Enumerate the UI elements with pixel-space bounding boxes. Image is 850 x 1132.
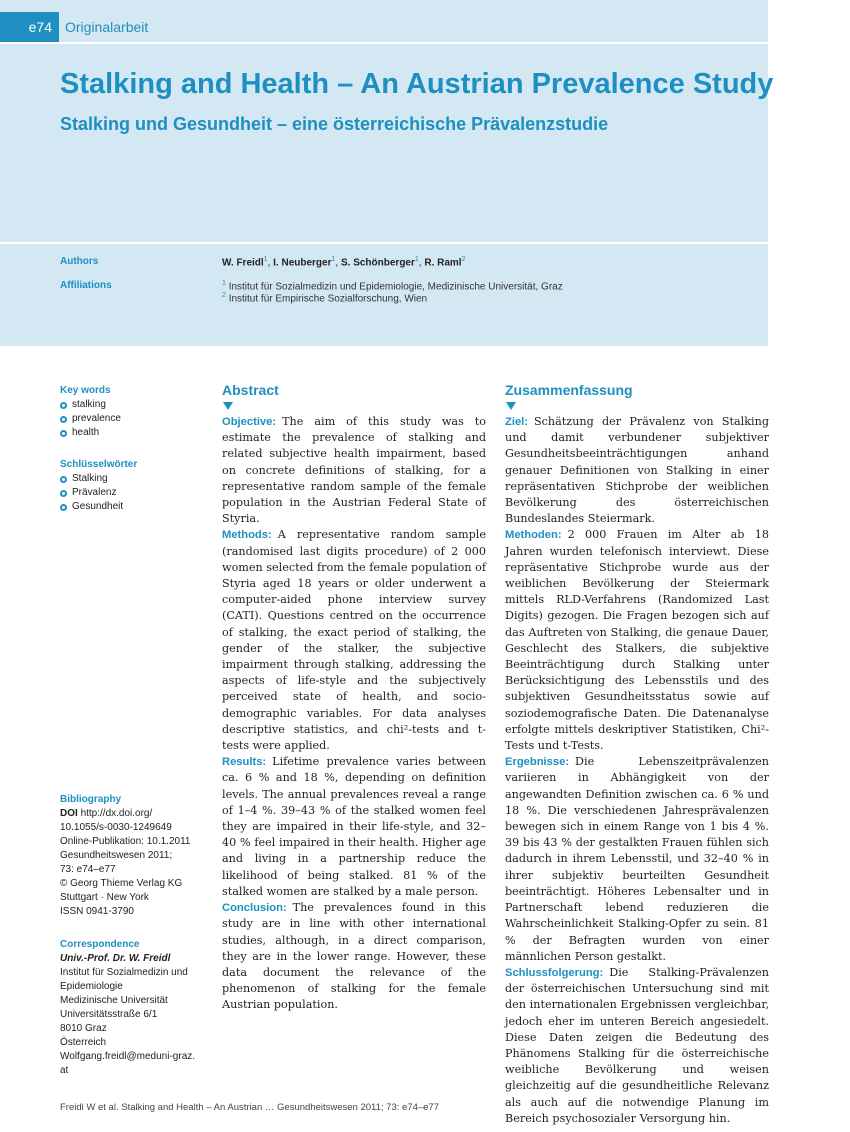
authors-label: Authors <box>60 256 99 267</box>
page-number: e74 <box>0 12 59 42</box>
author-sup: 1 <box>263 256 268 263</box>
section-text: Schätzung der Prävalenz von Stalking und damit verbundener subjektiver Gesundheitsbeeinträchtigungen anhand genauer Definitionen von Stalking in einer repräsentativen Stichprobe der weiblichen Bevölkerung des österreichischen Bundeslandes Steiermark. <box>505 415 769 526</box>
author-sup: 1 <box>331 256 336 263</box>
bibliography-line: Online-Publikation: 10.1.2011 <box>60 836 191 847</box>
email-link-continued[interactable]: at <box>60 1065 69 1076</box>
zusammenfassung-heading: Zusammenfassung <box>505 382 633 398</box>
author-name: R. Raml <box>424 257 462 269</box>
bibliography-line: 73: e74–e77 <box>60 864 116 875</box>
section-text: The prevalences found in this study are in line with other international studies, although, in a direct comparison, they are in the lower range. However, these data document the relevance of the phenomenon of stalking for the female Austrian population. <box>222 901 486 1012</box>
abstract-section <box>222 754 486 900</box>
section-text: Lifetime prevalence varies between ca. 6 % and 18 %, depending on definition levels. The annual prevalences reveal a range of 1–4 %. 39–43 % of the stalked women feel they are impaired in their life-style, and 32–40 % feel impaired in their health. Higher age and living in a partnership reduce the likelihood of being stalked. 81 % of the stalked women are stalked by a male person. <box>222 755 486 898</box>
schluesselwoerter-label: Schlüsselwörter <box>60 459 138 470</box>
section-label: Results: <box>222 756 267 769</box>
email-link[interactable]: Wolfgang.freidl@meduni-graz. <box>60 1051 196 1062</box>
author-name: I. Neuberger <box>273 257 332 269</box>
abstract-column <box>222 381 486 1014</box>
correspondence-name: Univ.-Prof. Dr. W. Freidl <box>60 953 171 964</box>
bullet-icon <box>60 476 67 483</box>
affiliation-sup: 2 <box>222 292 226 299</box>
correspondence-block <box>60 938 195 1078</box>
section-label: Ergebnisse: <box>505 756 570 769</box>
author-name: W. Freidl <box>222 257 264 269</box>
bibliography-label: Bibliography <box>60 794 122 805</box>
section-label: Schlussfolgerung: <box>505 966 604 979</box>
zusammenfassung-section <box>505 414 769 527</box>
section-label: Objective: <box>222 416 277 428</box>
bullet-icon <box>60 490 67 497</box>
abstract-heading: Abstract <box>222 382 279 398</box>
keyword-text: stalking <box>72 399 106 410</box>
article-title: Stalking and Health – An Austrian Prevalence Study <box>60 68 774 100</box>
bibliography-line: Stuttgart · New York <box>60 892 149 903</box>
keyword-text: health <box>72 427 100 438</box>
triangle-down-icon <box>223 402 233 410</box>
affiliation-text: Institut für Empirische Sozialforschung, Wien <box>228 293 428 305</box>
correspondence-line: Universitätsstraße 6/1 <box>60 1009 158 1020</box>
zusammenfassung-column <box>505 381 769 1127</box>
bibliography-line: ISSN 0941-3790 <box>60 906 134 917</box>
meta-rule <box>0 242 768 244</box>
keyword-item <box>60 412 121 426</box>
section-text: Die Lebenszeitprävalenzen variieren in Abhängigkeit von der angewandten Definition zwischen ca. 6 % und 18 %. Die verschiedenen Jahresprävalenzen bewegen sich in einem Range von 1 bis 4 %. 39 bis 43 % der gestalkten Frauen fühlen sich dadurch in ihrem Lebensstil, und 32–40 % in ihrer subjektiv beurteilten Gesundheit beeinträchtigt. Höheres Lebensalter und in Partnerschaft lebend reduzieren die Wahrscheinlichkeit Stalking-Opfer zu sein. 81 % der Befragten wurden von einer männlichen Person gestalkt. <box>505 755 769 963</box>
keywords-block <box>60 384 121 440</box>
top-bar <box>0 12 768 42</box>
keyword-item <box>60 472 137 486</box>
keyword-text: Gesundheit <box>72 501 124 512</box>
abstract-section <box>222 414 486 527</box>
section-text: The aim of this study was to estimate the prevalence of stalking and related subjective health impairment, based on concrete definitions of stalking, for a representative random sample of the female population in the Austrian Federal State of Styria. <box>222 415 486 526</box>
correspondence-line: Medizinische Universität <box>60 995 168 1006</box>
triangle-down-icon <box>506 402 516 410</box>
bullet-icon <box>60 504 67 511</box>
affiliations-label: Affiliations <box>60 280 112 291</box>
keyword-item <box>60 426 121 440</box>
affiliation-line <box>222 292 427 304</box>
bibliography-line: © Georg Thieme Verlag KG <box>60 878 183 889</box>
doi-line <box>60 807 190 821</box>
zusammenfassung-section <box>505 754 769 965</box>
correspondence-line: 8010 Graz <box>60 1023 107 1034</box>
author-name: S. Schönberger <box>340 257 415 269</box>
keyword-text: prevalence <box>72 413 121 424</box>
author-sup: 1 <box>414 256 419 263</box>
section-label: Originalarbeit <box>65 19 149 35</box>
bullet-icon <box>60 402 67 409</box>
article-subtitle: Stalking und Gesundheit – eine österreichische Prävalenzstudie <box>60 114 609 134</box>
schluesselwoerter-block <box>60 458 137 514</box>
page-footer-citation: Freidl W et al. Stalking and Health – An Austrian … Gesundheitswesen 2011; 73: e74–e77 <box>60 1102 440 1113</box>
doi-label: DOI <box>60 808 78 819</box>
bullet-icon <box>60 430 67 437</box>
correspondence-label: Correspondence <box>60 939 140 950</box>
bibliography-line: 10.1055/s-0030-1249649 <box>60 822 172 833</box>
section-label: Methods: <box>222 529 272 542</box>
abstract-section <box>222 527 486 754</box>
keyword-item <box>60 398 121 412</box>
keyword-text: Prävalenz <box>72 487 117 498</box>
keyword-item <box>60 486 137 500</box>
affiliation-sup: 1 <box>222 280 226 287</box>
affiliation-line <box>222 280 563 292</box>
bibliography-line: Gesundheitswesen 2011; <box>60 850 173 861</box>
section-text: 2 000 Frauen im Alter ab 18 Jahren wurden telefonisch interviewt. Diese repräsentative Stichprobe wurde aus der weiblichen Bevölkerung der Steiermark mittels RLD-Verfahrens (Randomized Last Digits) gezogen. Die Fragen bezogen sich auf das Auftreten von Stalking, die genaue Dauer, Geschlecht des Stalkers, die subjektive Beeinträchtigung durch Stalking unter Berücksichtigung des Lebensstils und des subjektiven Gesundheitsstatus sowie auf soziodemografische Daten. Die Datenanalyse erfolgte mittels deskriptiver Statistiken, Chi²-Tests und t-Tests. <box>505 528 769 753</box>
affiliation-text: Institut für Sozialmedizin und Epidemiologie, Medizinische Universität, Graz <box>228 281 563 293</box>
zusammenfassung-section <box>505 965 769 1127</box>
author-list: W. Freidl$^1$, I. Neuberger$^1$, S. Schönberger$^1$, R. Raml$^2$ <box>222 256 466 269</box>
correspondence-line: Österreich <box>60 1037 107 1048</box>
abstract-section <box>222 900 486 1013</box>
keywords-label: Key words <box>60 385 111 396</box>
correspondence-line: Institut für Sozialmedizin und <box>60 967 188 978</box>
section-text: A representative random sample (randomised last digits procedure) of 2 000 women selected from the female population of Styria aged 18 years or older underwent a computer-aided phone interview survey (CATI). Questions centred on the occurrence of stalking, the exact period of stalking, the gender of the stalker, the subjective impairment through stalking, addressing the aspects of life-style and the subjectively perceived state of health, and socio-demographic variables. For data analyses descriptive statistics, and chi²-tests and t-tests were applied. <box>222 528 486 753</box>
bibliography-block <box>60 793 190 919</box>
header-rule <box>0 42 768 44</box>
zusammenfassung-section <box>505 527 769 754</box>
section-label: Ziel: <box>505 416 528 428</box>
section-label: Conclusion: <box>222 902 287 915</box>
author-sup: 2 <box>461 256 466 263</box>
bullet-icon <box>60 416 67 423</box>
correspondence-line: Epidemiologie <box>60 981 123 992</box>
keyword-text: Stalking <box>72 473 108 484</box>
keyword-item <box>60 500 137 514</box>
section-text: Die Stalking-Prävalenzen der österreichischen Untersuchung sind mit den internationalen Ergebnissen vergleichbar, jedoch eher im unteren Bereich angesiedelt. Diese Daten zeigen die Bedeutung des Phänomens Stalking für die österreichische weibliche Bevölkerung und weisen gleichzeitig auf die gesundheitliche Relevanz als auch auf die notwendige Planung im Bereich psychosozialer Versorgung hin. <box>505 965 769 1125</box>
doi-link[interactable]: http://dx.doi.org/ <box>80 808 153 819</box>
section-label: Methoden: <box>505 529 562 542</box>
